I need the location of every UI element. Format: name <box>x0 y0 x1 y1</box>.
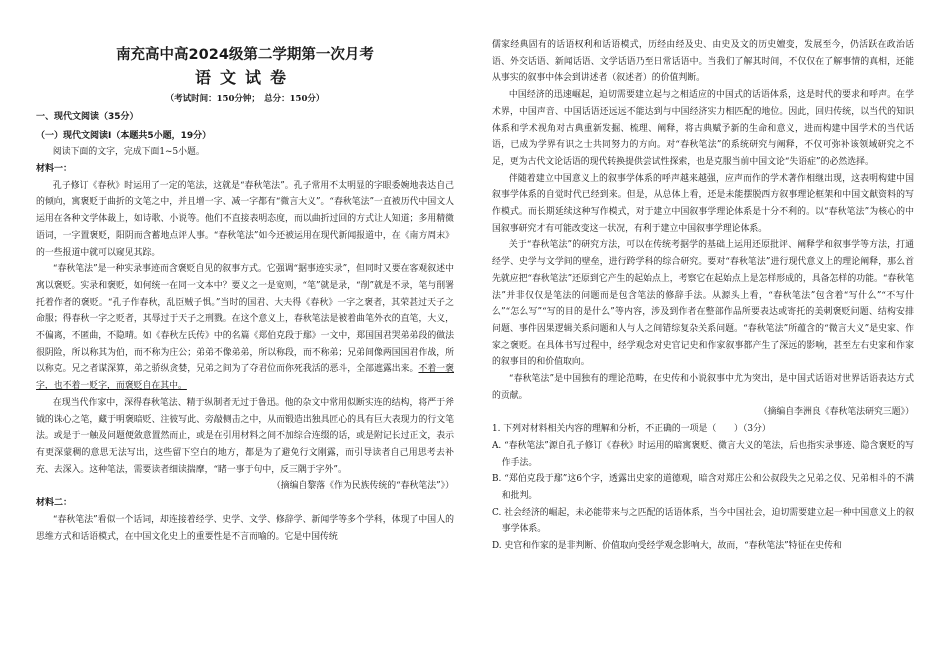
material2-paragraph-5: “春秋笔法”是中国独有的理论范畴，在史传和小说叙事中尤为突出，是中国式话语对世界话语表达方式的贡献。 <box>492 374 914 401</box>
question-1-option-c: C. 社会经济的崛起，未必能带来与之匹配的话语体系，当今中国社会，迫切需要建立起一种中国意义上的叙事学体系。 <box>492 507 914 535</box>
question-1-option-b: B. “郑伯克段于鄢”这6个字，透露出史家的道德观，暗含对郑庄公和公叔段失之兄弟之仪、兄弟相斗的不满和批判。 <box>492 474 914 501</box>
material1-paragraph-2: “春秋笔法”是一种实录事迹而含褒贬自见的叙事方式。它强调“据事迹实录”，但同时又要在客观叙述中寓以褒贬。实录和褒贬，如何统一在同一文本中？要义之一是宽则，“笔”就是录，“削”就是不录，笔与削署托着作者的褒贬。“孔子作春秋，乱臣贼子惧。”当时的国君、大夫得《春秋》一字之褒者，其荣甚过天子之命服；得春秋一字之贬者，其辱过于天子之刑戮。在这个意义上，春秋笔法是被着曲笔外衣的直笔，大义，不偏离，不匿曲，不隐晴。如《春秋左氏传》中的名篇《郑伯克段于鄢》一文中，郑国国君哭弟弟段的做法很阴险，所以称其为伯，而不称为庄公；弟弟不像弟弟，所以称段，而不称弟；兄弟间像两国国君作战，所以称克。兄之者谋深算，弟之骄纵贪婪，兄弟之间为了夺君位而你死我活的恶斗，全部遮露出来。不着一褒字，也不着一贬字，而褒贬自在其中。 <box>36 264 454 392</box>
left-column <box>36 0 454 671</box>
material2-label: 材料二： <box>36 498 73 509</box>
material2-paragraph-3: 伴随着建立中国意义上的叙事学体系的呼声越来越强，应声而作的学术著作相继出现，这表明构建中国叙事学体系的自觉时代已经到来。但是，从总体上看，还是未能摆脱西方叙事理论框架和中国文献资料的写作模式。而长期延续这种写作模式，对于建立中国叙事学理论体系是十分不利的。以“春秋笔法”为核心的中国叙事研究才有可能改变这一状况，有利于建立中国叙事学理论体系。 <box>492 173 914 234</box>
underlined-sentence: 不着一褒字，也不着一贬字，而褒贬自在其中。 <box>36 364 454 392</box>
material1-label: 材料一： <box>36 163 73 174</box>
material2-source: （摘编自李洲良《春秋笔法研究三题》） <box>758 407 914 418</box>
material2-paragraph-2: 中国经济的迅速崛起，迫切需要建立起与之相适应的中国式的话语体系，这是时代的要求和呼声。在学术界，中国声音、中国话语还远远不能达到与中国经济实力相匹配的地位。因此，回归传统，以当代的知识体系和学术视角对古典重新发掘、梳理、阐释，将古典赋予新的生命和意义，进而构建中国学术的当代话语，已成为学界有识之士共同努力的方向。对“春秋笔法”的系统研究与阐释，不仅可弥补该领域研究之不足，更为古代文论话语的现代转换提供尝试性探索，也是克服当前中国文论“失语症”的必然选择。 <box>492 90 914 167</box>
material1-source: （摘编自黎落《作为民族传统的“春秋笔法”》） <box>271 481 454 492</box>
instruction-text: 阅读下面的文字，完成下面1~5小题。 <box>52 147 205 157</box>
question-1-option-d: D. 史官和作家的是非判断、价值取向受经学观念影响大，故而，“春秋笔法”特征在史传和 <box>492 541 842 552</box>
material2-paragraph-1-start: “春秋笔法”看似一个话词，却连接着经学、史学、文学、修辞学、新闻学等多个学科，体现了中国人的思维方式和话语模式，在中国文化史上的重要性是不言而喻的。它是中国传统 <box>36 515 454 542</box>
material1-paragraph-3: 在现当代作家中，深得春秋笔法、精于纵制者无过于鲁迅。他的杂文中常用似断实连的结构，将严于斧钺的诛心之笔，藏于明褒暗贬、注彼写此、旁敲侧击之中，从而锻造出独具匠心的具有巨大表现力的行文笔法。或是于一触及问题便敛意置然而止，或是在引用材料之间不加综合连缀的话，或是附记长过正文，表示有更深蒙稠的意思无法写出，这些留下空白的地方，都是为了避免行文刚露，而引导读者自己用思考去补充、去深入。这种笔法，需要读者细读揣摩，“睹一事于句中，反三隅于字外”。 <box>36 397 454 475</box>
question-1-option-a: A. “春秋笔法”源自孔子修订《春秋》时运用的暗寓褒贬、微言大义的笔法，后也指实录事迹、隐含褒贬的写作手法。 <box>492 440 914 468</box>
material1-p2-tail: 斗，全部遮露出来。 <box>338 364 419 375</box>
right-column <box>492 0 914 671</box>
material2-paragraph-1-end: 儒家经典固有的话语权利和话语模式，历经由经及史、由史及文的历史嬗变，发展至今，仍活跃在政治话语、外交话语、新闻话语、文学话语乃至日常话语中。当我们了解其时间，不仅仅在了解事情的真相，还能从事实的叙事中体会到讲述者（叙述者）的价值判断。 <box>492 40 914 84</box>
exam-subtitle: 语文试卷 <box>194 68 295 87</box>
exam-meta: （考试时间：150分钟； 总分：150分） <box>165 94 325 104</box>
material2-paragraph-4: 关于“春秋笔法”的研究方法，可以在传统考据学的基础上运用还原批评、阐释学和叙事学等方法，打通经学、史学与文学间的壁垒，进行跨学科的综合研究。要对“春秋笔法”进行现代意义上的理论阐释，那么首先就应把“春秋笔法”还原到它产生的起始点上，考察它在起始点上是怎样形成的，具备怎样的功能。“春秋笔法”并非仅仅是笔法的问题而是包含笔法的修辞手法。从源头上看，“春秋笔法”包含着“写什么”“不写什么”“怎么写”“写的目的是什么”等内容，涉及到作者在整部作品所要表达或寄托的美刺褒贬问题、结构安排问题、事件因果逻辑关系问题和人与人之间错综复杂关系问题。“春秋笔法”所蕴含的“微言大义”是史家、作家之褒贬。在具体书写过程中，经学观念对史官记史和作家叙事都产生了深远的影响，甚至左右史家和作家的叙事目的和价值取向。 <box>492 240 914 368</box>
section-heading: 一、现代文阅读（35分） <box>36 112 139 122</box>
material1-paragraph-1: 孔子修订《春秋》时运用了一定的笔法，这就是“春秋笔法”。孔子常用不太明显的字眼委婉地表达自己的倾向，寓褒贬于曲折的文笔之中，并且增一字、减一字都有“微言大义”。“春秋笔法”一直被历代中国文人运用在各种文学体裁上，如诗歌、小说等。他们不直接表明态度，而以曲折过回的方式让人知道；多用精微语词，一字置褒贬，阳阴而含蓄地点评人事。“春秋笔法”如今还被运用在现代新闻报道中，在《南方周末》的一些报道中就可以窥见其踪。 <box>36 180 454 258</box>
material1-p2-middle: 在这个意义上，春秋笔法是被着曲笔外衣的直笔，大义，不偏离，不匿曲，不隐晴。 <box>36 314 454 342</box>
exam-title: 南充高中高2024级第二学期第一次月考 <box>116 47 374 63</box>
subsection-heading: （一）现代文阅读Ⅰ（本题共5小题，19分） <box>36 131 212 141</box>
question-1-stem: 1. 下列对材料相关内容的理解和分析，不正确的一项是（ ）（3分） <box>492 424 771 435</box>
